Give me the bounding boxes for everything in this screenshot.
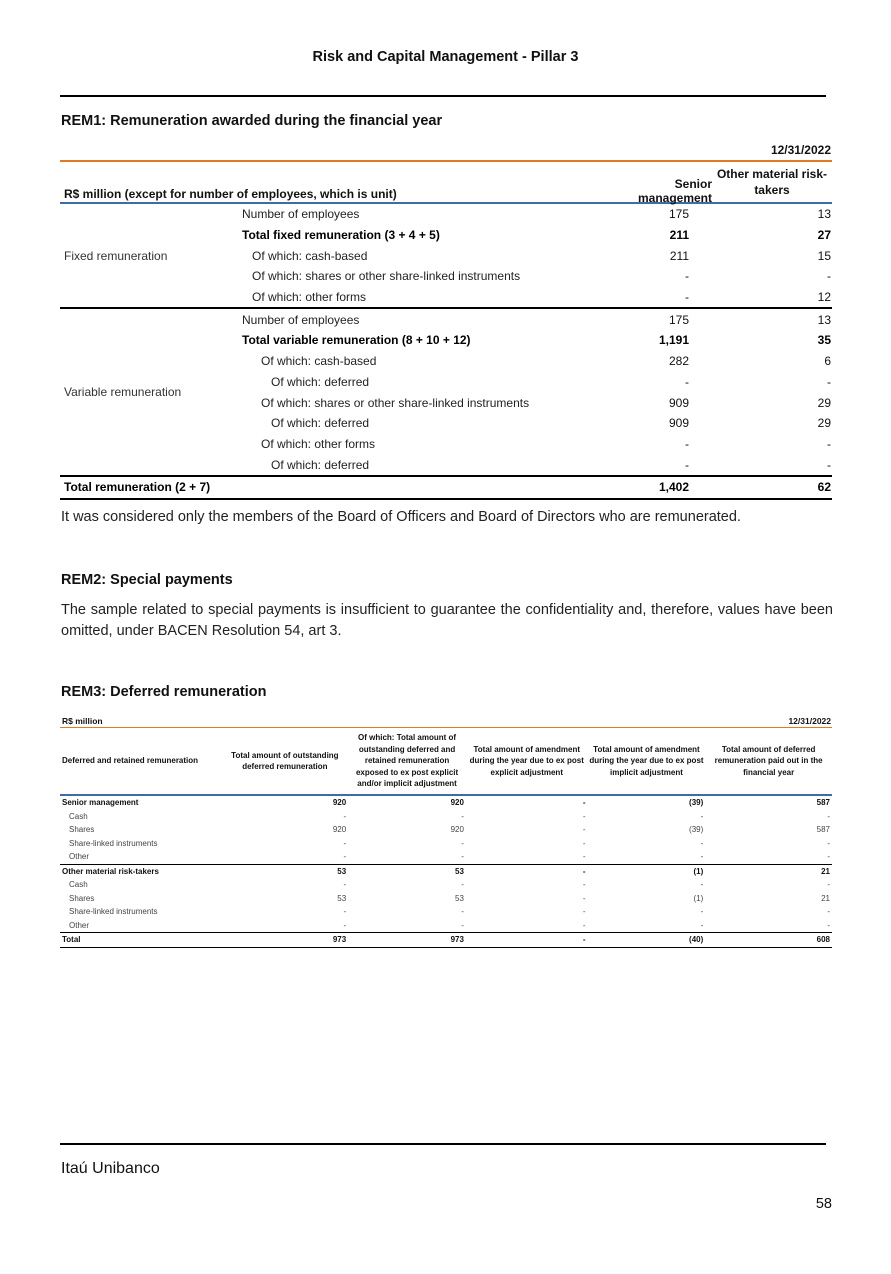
senior-value: -: [685, 269, 689, 284]
table-row: [60, 308, 832, 330]
cell: (1): [693, 893, 704, 903]
rem1-header-row: [60, 162, 832, 205]
other-value: -: [827, 436, 831, 451]
senior-value: -: [685, 290, 689, 305]
cell: -: [700, 838, 704, 848]
table-row: [60, 892, 832, 906]
rem3-unit: R$ million: [62, 716, 103, 726]
cell: -: [582, 798, 586, 808]
cell: -: [461, 811, 464, 821]
cell: -: [343, 852, 347, 862]
table-row: [60, 878, 832, 892]
cell: -: [582, 880, 586, 890]
row-label: Total variable remuneration (8 + 10 + 12): [242, 333, 471, 348]
senior-value: 909: [668, 416, 689, 431]
other-value: 35: [817, 333, 831, 348]
row-label: Of which: cash-based: [261, 354, 377, 369]
table-row: [60, 810, 832, 824]
cell: -: [461, 880, 464, 890]
cell: -: [827, 907, 830, 917]
row-label: Share-linked instruments: [69, 838, 158, 848]
row-label: Cash: [69, 880, 88, 890]
table-row: [60, 850, 832, 864]
row-label: Of which: shares or other share-linked instruments: [252, 269, 521, 284]
row-label: Number of employees: [242, 207, 360, 222]
row-label: Of which: deferred: [271, 457, 370, 472]
other-value: 13: [711, 308, 832, 330]
row-label: Number of employees: [242, 308, 589, 330]
rem3-top-row: [60, 716, 832, 727]
other-value: 29: [817, 395, 831, 410]
rem3-title: REM3: Deferred remuneration: [61, 684, 267, 700]
row-label: Shares: [69, 893, 95, 903]
rem2-title: REM2: Special payments: [61, 572, 233, 588]
cell: (39): [689, 825, 704, 835]
cell: -: [700, 880, 704, 890]
cell: 53: [337, 893, 347, 903]
rem3-header-row: [60, 728, 832, 795]
row-label: Other material risk-takers: [60, 864, 222, 878]
footer-divider: [60, 1143, 826, 1145]
rem2-text: The sample related to special payments is insufficient to guarantee the confidentiality and, therefore, values have been omitted, under BACEN Resolution 54, art 3.: [61, 602, 833, 639]
cell: -: [461, 852, 464, 862]
other-value: 12: [817, 290, 831, 305]
row-label: Other: [69, 920, 90, 930]
cell: 920: [332, 798, 347, 808]
cell: -: [827, 880, 830, 890]
senior-value: 282: [668, 354, 689, 369]
cell: 21: [705, 864, 832, 878]
cell: (39): [689, 798, 704, 808]
rem1-table-container: [60, 140, 832, 500]
other-value: 27: [817, 228, 831, 243]
col-header: Total amount of deferred remuneration paid out in the financial year: [714, 744, 823, 777]
row-label: Of which: other forms: [261, 436, 376, 451]
table-row: [60, 837, 832, 851]
row-label: Senior management: [62, 798, 139, 808]
row-label: Of which: shares or other share-linked instruments: [261, 395, 530, 410]
cell: 587: [816, 798, 830, 808]
row-label: Total: [60, 933, 222, 948]
cell: -: [582, 852, 586, 862]
cell: 973: [222, 933, 349, 948]
rem1-table: [60, 204, 832, 500]
cell: (40): [588, 933, 706, 948]
row-label: Of which: deferred: [271, 374, 370, 389]
cell: 920: [450, 825, 464, 835]
cell: 973: [348, 933, 466, 948]
cell: -: [582, 907, 586, 917]
col-header: Deferred and retained remuneration: [62, 756, 199, 766]
table-row-total: [60, 476, 832, 499]
rem3-table-container: [60, 716, 832, 948]
cell: -: [343, 838, 347, 848]
cell: 920: [332, 825, 347, 835]
row-label: Cash: [69, 811, 88, 821]
table-row: [60, 823, 832, 837]
senior-value: -: [685, 374, 689, 389]
other-value: 29: [817, 416, 831, 431]
rem1-unit-label: R$ million (except for number of employees, which is unit): [64, 187, 397, 201]
row-label: Total fixed remuneration (3 + 4 + 5): [242, 228, 440, 243]
col-header: Of which: Total amount of outstanding deferred and retained remuneration exposed to ex post explicit and/or implicit adjustment: [355, 733, 459, 789]
senior-value: 211: [669, 248, 689, 263]
senior-value: 909: [668, 395, 689, 410]
senior-value: -: [685, 436, 689, 451]
table-row-total: [60, 933, 832, 948]
cell: -: [582, 893, 586, 903]
other-value: -: [827, 457, 831, 472]
cell: -: [343, 811, 347, 821]
rem3-date: 12/31/2022: [788, 716, 831, 726]
cell: 21: [821, 893, 830, 903]
col-header: Total amount of outstanding deferred remuneration: [231, 750, 339, 771]
cell: 920: [450, 798, 464, 808]
rem1-note: It was considered only the members of the Board of Officers and Board of Directors who are remunerated.: [61, 509, 741, 525]
rem1-group-variable: Variable remuneration: [60, 308, 242, 476]
cell: -: [461, 920, 464, 930]
senior-value: 1,191: [658, 333, 689, 348]
rem1-group-fixed: Fixed remuneration: [64, 248, 168, 263]
table-row: [60, 795, 832, 810]
cell: -: [466, 933, 588, 948]
row-label: Share-linked instruments: [69, 907, 158, 917]
other-value: 62: [711, 476, 832, 499]
cell: -: [700, 907, 704, 917]
cell: -: [582, 838, 586, 848]
page-header-title: Risk and Capital Management - Pillar 3: [312, 49, 579, 65]
cell: 53: [222, 864, 349, 878]
cell: -: [343, 880, 347, 890]
cell: 608: [705, 933, 832, 948]
cell: -: [461, 907, 464, 917]
row-label: Other: [69, 852, 90, 862]
cell: -: [700, 920, 704, 930]
table-row: [60, 864, 832, 878]
row-label: Of which: cash-based: [252, 248, 368, 263]
cell: -: [827, 852, 830, 862]
cell: -: [827, 811, 830, 821]
senior-value: 211: [669, 228, 689, 243]
table-row: [60, 204, 832, 225]
senior-value: 175: [668, 207, 689, 222]
row-label: Of which: deferred: [271, 416, 370, 431]
cell: -: [582, 825, 586, 835]
rem1-col-other-risk-takers: Other material risk-takers: [716, 167, 828, 197]
rem3-table: [60, 728, 832, 948]
other-value: 6: [824, 354, 831, 369]
senior-value: 175: [589, 308, 711, 330]
rem1-date: 12/31/2022: [770, 143, 831, 157]
cell: -: [461, 838, 464, 848]
cell: -: [343, 907, 347, 917]
cell: (1): [588, 864, 706, 878]
cell: 587: [816, 825, 830, 835]
cell: -: [582, 920, 586, 930]
page-number: 58: [815, 1196, 832, 1212]
cell: -: [582, 811, 586, 821]
senior-value: 1,402: [589, 476, 711, 499]
header-divider: [60, 95, 826, 97]
cell: 53: [348, 864, 466, 878]
col-header: Total amount of amendment during the year due to ex post implicit adjustment: [589, 744, 704, 777]
other-value: -: [827, 374, 831, 389]
cell: 53: [455, 893, 464, 903]
cell: -: [827, 920, 830, 930]
senior-value: -: [685, 457, 689, 472]
cell: -: [343, 920, 347, 930]
table-row: [60, 905, 832, 919]
other-value: -: [827, 269, 831, 284]
rem1-title: REM1: Remuneration awarded during the financial year: [61, 113, 443, 129]
cell: -: [700, 811, 704, 821]
cell: -: [700, 852, 704, 862]
table-row: [60, 919, 832, 933]
cell: -: [827, 838, 830, 848]
row-label: Total remuneration (2 + 7): [60, 476, 589, 499]
row-label: Shares: [69, 825, 95, 835]
other-value: 15: [817, 248, 831, 263]
other-value: 13: [817, 207, 831, 222]
rem1-col-senior-management: Senior management: [637, 177, 712, 205]
col-header: Total amount of amendment during the year due to ex post explicit adjustment: [469, 744, 584, 777]
footer-brand: Itaú Unibanco: [61, 1160, 160, 1177]
row-label: Of which: other forms: [252, 290, 367, 305]
cell: -: [466, 864, 588, 878]
